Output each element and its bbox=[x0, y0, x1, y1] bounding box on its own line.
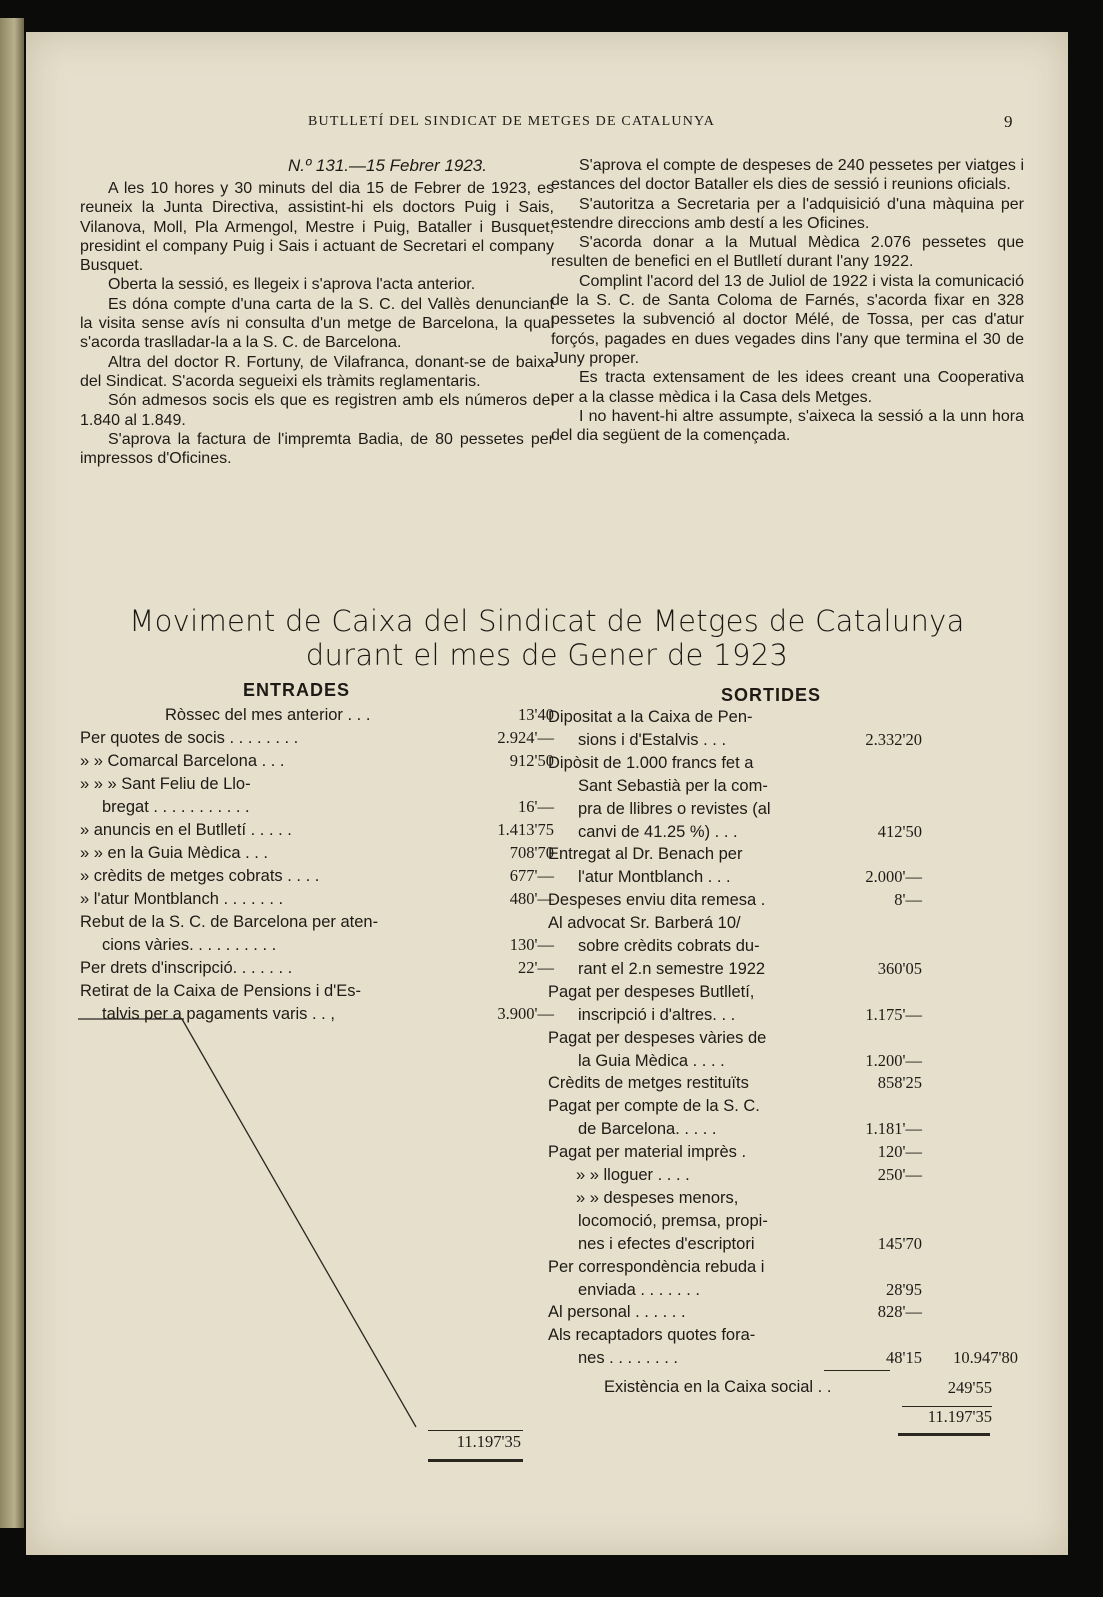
sortides-row bbox=[548, 1004, 1018, 1026]
sortides-row bbox=[548, 1187, 1018, 1209]
entrades-amount: 480'— bbox=[509, 889, 554, 908]
entrades-label: talvis per a pagaments varis . . , bbox=[102, 1005, 335, 1023]
sortides-row bbox=[548, 1301, 1018, 1323]
sortides-row bbox=[548, 866, 1018, 888]
sortides-label: Crèdits de metges restituïts bbox=[548, 1074, 749, 1092]
entrades-row bbox=[80, 773, 554, 795]
sortides-label: Pagat per material imprès . bbox=[548, 1143, 747, 1161]
sortides-label: Pagat per despeses Butlletí, bbox=[548, 983, 755, 1001]
sortides-row bbox=[548, 775, 1018, 797]
sortides-amount: 1.181'— bbox=[865, 1119, 922, 1138]
entrades-amount: 912'50 bbox=[509, 751, 554, 770]
sortides-label: Pagat per compte de la S. C. bbox=[548, 1097, 760, 1115]
sortides-label: rant el 2.n semestre 1922 bbox=[578, 960, 766, 978]
sortides-row bbox=[548, 935, 1018, 957]
sortides-row bbox=[548, 729, 1018, 751]
minutes-paragraph: S'autoritza a Secretaria per a l'adquisició d'una màquina per estendre direccions amb destí a les Oficines. bbox=[551, 195, 1024, 232]
sortides-row bbox=[548, 1347, 1018, 1369]
entrades-amount: 677'— bbox=[509, 866, 554, 885]
statement-title: Moviment de Caixa del Sindicat de Metges de Catalunya bbox=[129, 604, 965, 638]
page-number: 9 bbox=[1004, 112, 1013, 131]
entrades-row bbox=[80, 796, 554, 818]
minutes-paragraph: Altra del doctor R. Fortuny, de Vilafranca, donant-se de baixa del Sindicat. S'acorda segueixi els tràmits reglamentaris. bbox=[80, 353, 554, 390]
sortides-row bbox=[548, 889, 1018, 911]
entrades-label: » anuncis en el Butlletí . . . . . bbox=[80, 821, 292, 839]
entrades-label: Rebut de la S. C. de Barcelona per aten- bbox=[80, 913, 379, 931]
sortides-amount: 412'50 bbox=[877, 822, 922, 841]
sortides-label: Dipòsit de 1.000 francs fet a bbox=[548, 754, 754, 772]
sortides-label: Entregat al Dr. Benach per bbox=[548, 845, 743, 863]
sortides-row bbox=[548, 1050, 1018, 1072]
document-page bbox=[26, 32, 1068, 1555]
minutes-paragraph: Es dóna compte d'una carta de la S. C. del Vallès denunciant la visita sense avís ni consulta d'un metge de Barcelona, la qual s'acorda traslladar-la a la S. C. de Barcelona. bbox=[80, 295, 554, 352]
minutes-paragraph: S'aprova el compte de despeses de 240 pessetes per viatges i estances del doctor Bataller els dies de sessió i reunions oficials. bbox=[551, 157, 1024, 194]
sortides-amount: 2.000'— bbox=[865, 867, 922, 886]
sortides-amount: 1.200'— bbox=[865, 1051, 922, 1070]
sortides-row bbox=[548, 821, 1018, 843]
sortides-row bbox=[548, 843, 1018, 865]
sortides-label: enviada . . . . . . . bbox=[578, 1281, 700, 1299]
entrades-label: Per quotes de socis . . . . . . . . bbox=[80, 729, 299, 747]
minutes-right-column bbox=[551, 156, 1024, 445]
minutes-paragraph: S'aprova la factura de l'impremta Badia, de 80 pessetes per impressos d'Oficines. bbox=[80, 430, 554, 468]
sortides-double-rule bbox=[898, 1433, 990, 1436]
entrades-label: » l'atur Montblanch . . . . . . . bbox=[80, 890, 284, 908]
sortides-amount: 828'— bbox=[877, 1302, 922, 1321]
minutes-paragraph: Són admesos socis els que es registren amb els números del 1.840 al 1.849. bbox=[80, 392, 554, 429]
running-header: BUTLLETÍ DEL SINDICAT DE METGES DE CATALUNYA bbox=[308, 114, 716, 129]
entrades-row bbox=[80, 842, 554, 864]
sortides-label: sions i d'Estalvis . . . bbox=[578, 731, 727, 749]
sortides-label: Al advocat Sr. Barberá 10/ bbox=[548, 914, 741, 932]
sortides-amount: 250'— bbox=[877, 1165, 922, 1184]
sortides-label: nes . . . . . . . . bbox=[578, 1349, 678, 1367]
entrades-amount: 22'— bbox=[518, 958, 554, 977]
sortides-row bbox=[548, 752, 1018, 774]
sortides-label: Al personal . . . . . . bbox=[548, 1303, 686, 1321]
sortides-label: Sant Sebastià per la com- bbox=[578, 777, 768, 795]
minutes-paragraph: I no havent-hi altre assumpte, s'aixeca la sessió a la unn hora del dia següent de la començada. bbox=[551, 407, 1024, 445]
sortides-row bbox=[548, 706, 1018, 728]
sortides-amount: 48'15 bbox=[886, 1348, 922, 1367]
entrades-amount: 1.413'75 bbox=[497, 820, 554, 839]
sortides-row bbox=[548, 1027, 1018, 1049]
sortides-row bbox=[548, 1324, 1018, 1346]
sortides-amount: 120'— bbox=[877, 1142, 922, 1161]
sortides-row bbox=[548, 1210, 1018, 1232]
sortides-row bbox=[548, 1279, 1018, 1301]
sortides-label: Despeses enviu dita remesa . bbox=[548, 891, 766, 909]
sortides-label: l'atur Montblanch . . . bbox=[578, 868, 731, 886]
existencia-label: Existència en la Caixa social . . bbox=[604, 1378, 832, 1396]
sortides-amount: 145'70 bbox=[877, 1234, 922, 1253]
sortides-label: Per correspondència rebuda i bbox=[548, 1258, 765, 1276]
entrades-row bbox=[80, 704, 554, 726]
sortides-row bbox=[548, 1164, 1018, 1186]
entrades-row bbox=[80, 957, 554, 979]
sortides-amount: 8'— bbox=[894, 890, 922, 909]
sortides-row bbox=[548, 1141, 1018, 1163]
sortides-subtotal: 10.947'80 bbox=[953, 1348, 1018, 1367]
entrades-total-rule bbox=[428, 1430, 523, 1431]
sortides-row bbox=[548, 1072, 1018, 1094]
sortides-total: 11.197'35 bbox=[927, 1407, 992, 1426]
entrades-amount: 13'40 bbox=[518, 705, 554, 724]
sortides-label: pra de llibres o revistes (al bbox=[578, 800, 771, 818]
entrades-amount: 2.924'— bbox=[497, 728, 554, 747]
entrades-label: Per drets d'inscripció. . . . . . . bbox=[80, 959, 293, 977]
minutes-paragraph: A les 10 hores y 30 minuts del dia 15 de Febrer de 1923, es reuneix la Junta Directiva, assistint-hi els doctors Puig i Sais, Vilanova, Moll, Pla Armengol, Mestre i Puig, Bataller i Busquet, presidint el company Puig i Sais i actuant de Secretari el company Busquet. bbox=[80, 180, 554, 275]
sortides-label: inscripció i d'altres. . . bbox=[578, 1006, 736, 1024]
entrades-row bbox=[80, 980, 554, 1002]
sortides-row bbox=[548, 1095, 1018, 1117]
entrades-label: Ròssec del mes anterior . . . bbox=[165, 706, 371, 724]
sortides-label: la Guia Mèdica . . . . bbox=[578, 1052, 725, 1070]
cancel-line-icon bbox=[76, 1017, 456, 1437]
book-spine bbox=[0, 18, 24, 1528]
entrades-row bbox=[80, 750, 554, 772]
sortides-amount: 28'95 bbox=[886, 1280, 922, 1299]
entrades-total: 11.197'35 bbox=[456, 1432, 521, 1451]
session-title: N.º 131.—15 Febrer 1923. bbox=[288, 156, 487, 175]
statement-subtitle: durant el mes de Gener de 1923 bbox=[305, 638, 789, 672]
entrades-row bbox=[80, 888, 554, 910]
minutes-paragraph: Complint l'acord del 13 de Juliol de 1922 i vista la comunicació de la S. C. de Santa Coloma de Farnés, s'acorda fixar en 328 pessetes la subvenció al doctor Mélé, de Tossa, per cas d'atur forçós, pagades en dues vegades dins l'any que termina el 30 de Juny proper. bbox=[551, 272, 1024, 367]
entrades-row bbox=[80, 934, 554, 956]
sortides-row bbox=[548, 981, 1018, 1003]
sortides-amount: 2.332'20 bbox=[865, 730, 922, 749]
sortides-amount: 858'25 bbox=[877, 1073, 922, 1092]
entrades-label: » » en la Guia Mèdica . . . bbox=[80, 844, 269, 862]
sortides-heading: SORTIDES bbox=[721, 685, 822, 705]
sortides-row bbox=[548, 1118, 1018, 1140]
sortides-label: de Barcelona. . . . . bbox=[578, 1120, 717, 1138]
sortides-amount: 360'05 bbox=[877, 959, 922, 978]
sortides-label: Als recaptadors quotes fora- bbox=[548, 1326, 756, 1344]
entrades-row bbox=[80, 865, 554, 887]
sortides-label: » » despeses menors, bbox=[576, 1189, 739, 1207]
minutes-paragraph: Oberta la sessió, es llegeix i s'aprova l'acta anterior. bbox=[108, 276, 476, 294]
sortides-label: Pagat per despeses vàries de bbox=[548, 1029, 767, 1047]
sortides-label: Dipositat a la Caixa de Pen- bbox=[548, 708, 753, 726]
sortides-label: » » lloguer . . . . bbox=[576, 1166, 690, 1184]
entrades-double-rule bbox=[428, 1459, 523, 1462]
sortides-row bbox=[548, 958, 1018, 980]
entrades-amount: 3.900'— bbox=[497, 1004, 554, 1023]
minutes-paragraph: S'acorda donar a la Mutual Mèdica 2.076 pessetes que resulten de benefici en el Butlletí durant l'any 1922. bbox=[551, 234, 1024, 271]
sortides-row bbox=[548, 798, 1018, 820]
entrades-label: » » Comarcal Barcelona . . . bbox=[80, 752, 285, 770]
entrades-amount: 16'— bbox=[518, 797, 554, 816]
minutes-paragraph: Es tracta extensament de les idees creant una Cooperativa per a la classe mèdica i la Casa dels Metges. bbox=[551, 369, 1024, 406]
sortides-row bbox=[548, 1233, 1018, 1255]
entrades-row bbox=[80, 1003, 554, 1025]
entrades-row bbox=[80, 727, 554, 749]
sortides-label: canvi de 41.25 %) . . . bbox=[578, 823, 738, 841]
entrades-label: » crèdits de metges cobrats . . . . bbox=[80, 867, 320, 885]
sortides-row bbox=[548, 1256, 1018, 1278]
entrades-label: » » » Sant Feliu de Llo- bbox=[80, 775, 251, 793]
minutes-left-column bbox=[80, 179, 554, 468]
sortides-label: locomoció, premsa, propi- bbox=[578, 1212, 768, 1230]
entrades-amount: 708'70 bbox=[509, 843, 554, 862]
entrades-label: cions vàries. . . . . . . . . . bbox=[102, 936, 277, 954]
entrades-label: bregat . . . . . . . . . . . bbox=[102, 798, 250, 816]
sortides-amount: 1.175'— bbox=[865, 1005, 922, 1024]
entrades-label: Retirat de la Caixa de Pensions i d'Es- bbox=[80, 982, 362, 1000]
sortides-row bbox=[548, 912, 1018, 934]
entrades-amount: 130'— bbox=[509, 935, 554, 954]
entrades-row bbox=[80, 911, 554, 933]
existencia-amount: 249'55 bbox=[947, 1378, 992, 1397]
sortides-label: nes i efectes d'escriptori bbox=[578, 1235, 755, 1253]
entrades-heading: ENTRADES bbox=[243, 680, 351, 700]
sortides-subtotal-rule bbox=[824, 1370, 890, 1371]
sortides-label: sobre crèdits cobrats du- bbox=[578, 937, 760, 955]
entrades-row bbox=[80, 819, 554, 841]
